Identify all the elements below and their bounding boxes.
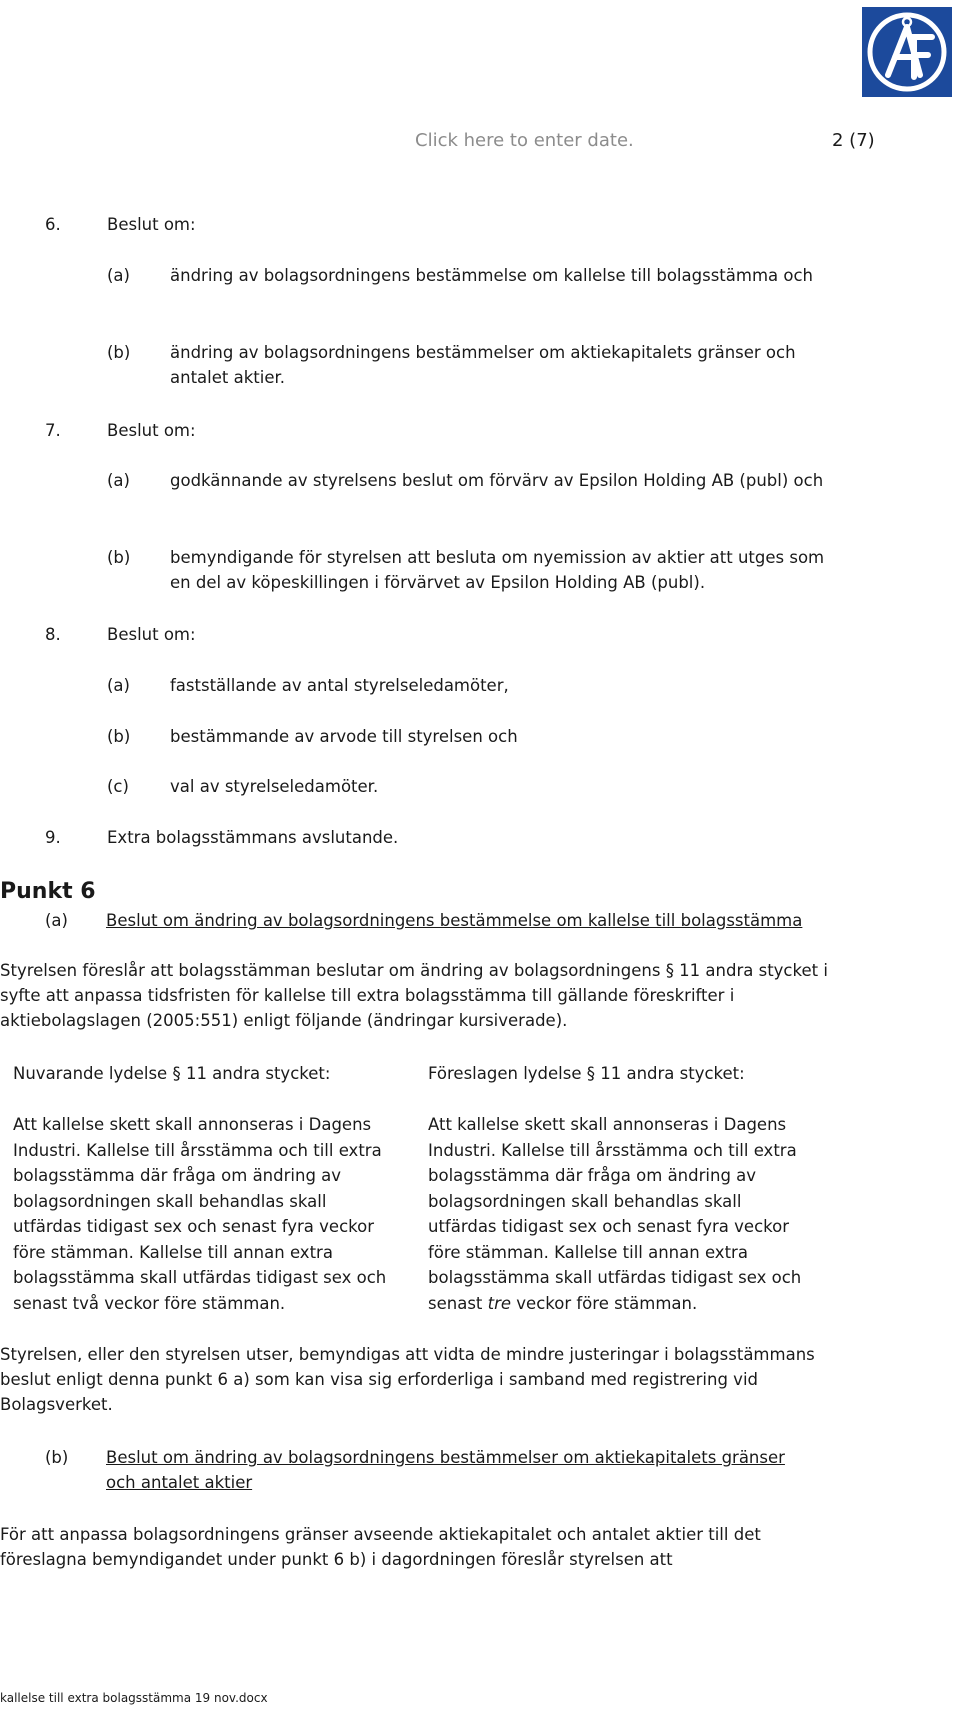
agenda-subitem-text: fastställande av antal styrelseledamöter, [170, 676, 509, 695]
intro-paragraph: För att anpassa bolagsordningens gränser avseende aktiekapitalet och antalet aktier till det föreslagna bemyndigandet under punkt 6 b) i dagordningen föreslår styrelsen att [0, 1525, 761, 1569]
agenda-subitem-text: ändring av bolagsordningens bestämmelser om aktiekapitalets gränser och antalet aktier. [170, 343, 796, 387]
footer-filename: kallelse till extra bolagsstämma 19 nov.docx [0, 1691, 268, 1705]
proposed-wording-text [428, 1112, 808, 1316]
agenda-title: Beslut om: [107, 215, 196, 234]
agenda-subitem-text: ändring av bolagsordningens bestämmelse om kallelse till bolagsstämma och [170, 266, 813, 285]
date-placeholder[interactable]: Click here to enter date. [415, 130, 634, 151]
agenda-subitem-label: (b) [107, 548, 131, 567]
agenda-number: 8. [45, 625, 61, 644]
agenda-subitem-label: (a) [107, 471, 130, 490]
agenda-subitem-label: (a) [107, 266, 130, 285]
agenda-subitem-text: bemyndigande för styrelsen att besluta om nyemission av aktier att utges som en del av köpeskillingen i förvärvet av Epsilon Holding AB (publ). [170, 548, 825, 592]
company-logo [862, 7, 952, 97]
section-heading: Punkt 6 [0, 879, 96, 904]
agenda-subitem-label: (a) [107, 676, 130, 695]
page-number: 2 (7) [832, 130, 875, 151]
agenda-subitem-label: (c) [107, 777, 129, 796]
subsection-label: (b) [45, 1448, 69, 1467]
agenda-title: Beslut om: [107, 625, 196, 644]
subsection-label: (a) [45, 911, 68, 930]
proposed-text-part: Att kallelse skett skall annonseras i Dagens Industri. Kallelse till årsstämma och till extra bolagsstämma där fråga om ändring av bolagsordningen skall behandlas skall utfärdas tidigast sex och senast fyra veckor före stämman. Kallelse till annan extra bolagsstämma skall utfärdas tidigast sex och senast [428, 1115, 802, 1313]
subsection-title: Beslut om ändring av bolagsordningens bestämmelser om aktiekapitalets gränser och antalet aktier [106, 1448, 785, 1492]
agenda-subitem-text: bestämmande av arvode till styrelsen och [170, 727, 518, 746]
agenda-title: Extra bolagsstämmans avslutande. [107, 828, 399, 847]
intro-paragraph: Styrelsen föreslår att bolagsstämman beslutar om ändring av bolagsordningens § 11 andra stycket i syfte att anpassa tidsfristen för kallelse till extra bolagsstämma till gällande föreskrifter i aktiebolagslagen (2005:551) enligt följande (ändringar kursiverade). [0, 961, 828, 1030]
agenda-subitem-label: (b) [107, 343, 131, 362]
proposed-text-italic: tre [487, 1293, 512, 1313]
agenda-number: 6. [45, 215, 61, 234]
subsection-title: Beslut om ändring av bolagsordningens bestämmelse om kallelse till bolagsstämma [106, 911, 803, 930]
authorization-paragraph: Styrelsen, eller den styrelsen utser, bemyndigas att vidta de mindre justeringar i bolagsstämmans beslut enligt denna punkt 6 a) som kan visa sig erforderliga i samband med registrering vid Bolagsverket. [0, 1345, 815, 1414]
agenda-title: Beslut om: [107, 421, 196, 440]
agenda-subitem-text: val av styrelseledamöter. [170, 777, 379, 796]
current-wording-text: Att kallelse skett skall annonseras i Dagens Industri. Kallelse till årsstämma och till extra bolagsstämma där fråga om ändring av bolagsordningen skall behandlas skall utfärdas tidigast sex och senast fyra veckor före stämman. Kallelse till annan extra bolagsstämma skall utfärdas tidigast sex och senast två veckor före stämman. [13, 1115, 387, 1313]
proposed-wording-heading: Föreslagen lydelse § 11 andra stycket: [428, 1064, 745, 1083]
agenda-number: 7. [45, 421, 61, 440]
agenda-number: 9. [45, 828, 61, 847]
current-wording-heading: Nuvarande lydelse § 11 andra stycket: [13, 1064, 331, 1083]
proposed-text-part: veckor före stämman. [511, 1293, 698, 1313]
agenda-subitem-text: godkännande av styrelsens beslut om förvärv av Epsilon Holding AB (publ) och [170, 471, 824, 490]
agenda-subitem-label: (b) [107, 727, 131, 746]
